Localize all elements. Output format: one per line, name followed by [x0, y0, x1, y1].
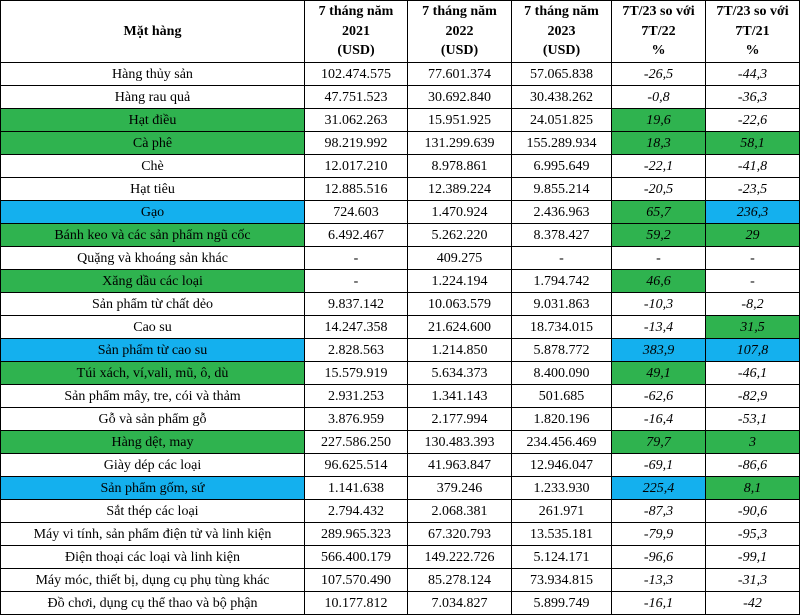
cell-value-2022: 30.692.840	[408, 86, 512, 109]
cell-pct-vs-7t22: 49,1	[612, 362, 706, 385]
cell-pct-vs-7t22: -10,3	[612, 293, 706, 316]
cell-item-name: Xăng dầu các loại	[1, 270, 305, 293]
cell-item-name: Giày dép các loại	[1, 454, 305, 477]
cell-pct-vs-7t21: -8,2	[706, 293, 800, 316]
cell-item-name: Chè	[1, 155, 305, 178]
cell-value-2022: 1.214.850	[408, 339, 512, 362]
cell-value-2022: 5.634.373	[408, 362, 512, 385]
cell-value-2021: 289.965.323	[305, 523, 408, 546]
table-row	[1, 592, 800, 615]
cell-value-2022: 77.601.374	[408, 63, 512, 86]
cell-value-2023: 73.934.815	[512, 569, 612, 592]
cell-item-name: Hạt tiêu	[1, 178, 305, 201]
table-row	[1, 385, 800, 408]
cell-value-2022: 8.978.861	[408, 155, 512, 178]
cell-value-2022: 85.278.124	[408, 569, 512, 592]
cell-item-name: Điện thoại các loại và linh kiện	[1, 546, 305, 569]
cell-pct-vs-7t21: 8,1	[706, 477, 800, 500]
cell-item-name: Hàng dệt, may	[1, 431, 305, 454]
cell-pct-vs-7t22: -0,8	[612, 86, 706, 109]
cell-pct-vs-7t22: -13,3	[612, 569, 706, 592]
table-row	[1, 201, 800, 224]
table-row	[1, 155, 800, 178]
cell-pct-vs-7t21: 29	[706, 224, 800, 247]
table-row	[1, 454, 800, 477]
cell-value-2022: 12.389.224	[408, 178, 512, 201]
cell-pct-vs-7t21: -22,6	[706, 109, 800, 132]
cell-value-2022: 1.470.924	[408, 201, 512, 224]
cell-item-name: Máy vi tính, sản phẩm điện tử và linh kiện	[1, 523, 305, 546]
cell-value-2023: 9.855.214	[512, 178, 612, 201]
cell-pct-vs-7t22: -62,6	[612, 385, 706, 408]
cell-pct-vs-7t21: 236,3	[706, 201, 800, 224]
cell-pct-vs-7t22: -16,1	[612, 592, 706, 615]
cell-item-name: Gỗ và sản phẩm gỗ	[1, 408, 305, 431]
header-2022: 7 tháng năm 2022 (USD)	[408, 1, 512, 63]
table-row	[1, 569, 800, 592]
table-row	[1, 178, 800, 201]
cell-value-2022: 1.341.143	[408, 385, 512, 408]
cell-value-2021: 3.876.959	[305, 408, 408, 431]
table-row	[1, 224, 800, 247]
cell-value-2021: -	[305, 270, 408, 293]
cell-pct-vs-7t22: 18,3	[612, 132, 706, 155]
cell-value-2022: 131.299.639	[408, 132, 512, 155]
cell-value-2022: 1.224.194	[408, 270, 512, 293]
cell-value-2023: 57.065.838	[512, 63, 612, 86]
header-item: Mặt hàng	[1, 1, 305, 63]
header-compare-7t21: 7T/23 so với 7T/21 %	[706, 1, 800, 63]
cell-pct-vs-7t21: 31,5	[706, 316, 800, 339]
cell-value-2022: 15.951.925	[408, 109, 512, 132]
cell-value-2023: 2.436.963	[512, 201, 612, 224]
cell-value-2021: 566.400.179	[305, 546, 408, 569]
cell-value-2021: 2.794.432	[305, 500, 408, 523]
cell-pct-vs-7t21: -42	[706, 592, 800, 615]
cell-value-2023: 18.734.015	[512, 316, 612, 339]
cell-value-2021: 724.603	[305, 201, 408, 224]
cell-value-2023: 5.899.749	[512, 592, 612, 615]
cell-item-name: Máy móc, thiết bị, dụng cụ phụ tùng khác	[1, 569, 305, 592]
cell-item-name: Đồ chơi, dụng cụ thể thao và bộ phận	[1, 592, 305, 615]
table-row	[1, 523, 800, 546]
cell-value-2023: 30.438.262	[512, 86, 612, 109]
cell-value-2021: 107.570.490	[305, 569, 408, 592]
cell-value-2023: 5.878.772	[512, 339, 612, 362]
cell-pct-vs-7t21: -82,9	[706, 385, 800, 408]
table-body	[1, 63, 800, 615]
cell-item-name: Sản phẩm gốm, sứ	[1, 477, 305, 500]
cell-pct-vs-7t22: 383,9	[612, 339, 706, 362]
cell-pct-vs-7t22: -16,4	[612, 408, 706, 431]
cell-value-2021: 9.837.142	[305, 293, 408, 316]
cell-value-2023: 1.820.196	[512, 408, 612, 431]
cell-value-2023: 9.031.863	[512, 293, 612, 316]
cell-value-2021: 31.062.263	[305, 109, 408, 132]
header-compare-7t22: 7T/23 so với 7T/22 %	[612, 1, 706, 63]
cell-pct-vs-7t22: -13,4	[612, 316, 706, 339]
cell-pct-vs-7t21: -46,1	[706, 362, 800, 385]
header-2021: 7 tháng năm 2021 (USD)	[305, 1, 408, 63]
cell-pct-vs-7t22: 46,6	[612, 270, 706, 293]
cell-pct-vs-7t22: 19,6	[612, 109, 706, 132]
cell-pct-vs-7t22: -26,5	[612, 63, 706, 86]
cell-pct-vs-7t22: -22,1	[612, 155, 706, 178]
cell-value-2023: 13.535.181	[512, 523, 612, 546]
cell-pct-vs-7t21: -44,3	[706, 63, 800, 86]
cell-value-2023: 1.794.742	[512, 270, 612, 293]
cell-pct-vs-7t22: 225,4	[612, 477, 706, 500]
cell-value-2023: -	[512, 247, 612, 270]
cell-pct-vs-7t21: 58,1	[706, 132, 800, 155]
cell-value-2023: 261.971	[512, 500, 612, 523]
table-row	[1, 408, 800, 431]
cell-pct-vs-7t21: 3	[706, 431, 800, 454]
cell-pct-vs-7t22: 59,2	[612, 224, 706, 247]
table-row	[1, 362, 800, 385]
cell-pct-vs-7t21: -53,1	[706, 408, 800, 431]
table-row	[1, 86, 800, 109]
cell-value-2022: 67.320.793	[408, 523, 512, 546]
cell-value-2021: 2.931.253	[305, 385, 408, 408]
cell-item-name: Túi xách, ví,vali, mũ, ô, dù	[1, 362, 305, 385]
cell-value-2021: 6.492.467	[305, 224, 408, 247]
cell-value-2023: 501.685	[512, 385, 612, 408]
table-row	[1, 132, 800, 155]
cell-value-2023: 12.946.047	[512, 454, 612, 477]
cell-value-2023: 24.051.825	[512, 109, 612, 132]
cell-item-name: Cao su	[1, 316, 305, 339]
cell-pct-vs-7t21: 107,8	[706, 339, 800, 362]
cell-value-2022: 10.063.579	[408, 293, 512, 316]
cell-value-2022: 41.963.847	[408, 454, 512, 477]
cell-value-2022: 130.483.393	[408, 431, 512, 454]
cell-value-2022: 409.275	[408, 247, 512, 270]
cell-pct-vs-7t21: -	[706, 270, 800, 293]
cell-value-2021: 1.141.638	[305, 477, 408, 500]
cell-value-2021: 12.885.516	[305, 178, 408, 201]
header-row	[1, 1, 800, 63]
cell-value-2021: 96.625.514	[305, 454, 408, 477]
cell-pct-vs-7t22: -79,9	[612, 523, 706, 546]
table-row	[1, 109, 800, 132]
cell-value-2021: 2.828.563	[305, 339, 408, 362]
cell-pct-vs-7t22: 65,7	[612, 201, 706, 224]
cell-pct-vs-7t21: -90,6	[706, 500, 800, 523]
table-row	[1, 546, 800, 569]
cell-pct-vs-7t21: -41,8	[706, 155, 800, 178]
cell-pct-vs-7t22: -96,6	[612, 546, 706, 569]
cell-pct-vs-7t21: -36,3	[706, 86, 800, 109]
cell-item-name: Sản phẩm từ chất dẻo	[1, 293, 305, 316]
cell-value-2022: 379.246	[408, 477, 512, 500]
cell-pct-vs-7t21: -31,3	[706, 569, 800, 592]
cell-value-2021: 14.247.358	[305, 316, 408, 339]
cell-pct-vs-7t21: -99,1	[706, 546, 800, 569]
cell-value-2022: 2.068.381	[408, 500, 512, 523]
cell-value-2021: 98.219.992	[305, 132, 408, 155]
cell-value-2023: 6.995.649	[512, 155, 612, 178]
cell-value-2023: 8.378.427	[512, 224, 612, 247]
cell-pct-vs-7t22: -	[612, 247, 706, 270]
cell-pct-vs-7t22: -20,5	[612, 178, 706, 201]
cell-value-2023: 8.400.090	[512, 362, 612, 385]
cell-pct-vs-7t22: 79,7	[612, 431, 706, 454]
cell-value-2023: 234.456.469	[512, 431, 612, 454]
cell-pct-vs-7t21: -95,3	[706, 523, 800, 546]
cell-item-name: Sản phẩm mây, tre, cói và thảm	[1, 385, 305, 408]
table-row	[1, 316, 800, 339]
cell-value-2022: 2.177.994	[408, 408, 512, 431]
cell-value-2021: 47.751.523	[305, 86, 408, 109]
table-row	[1, 247, 800, 270]
cell-item-name: Sản phẩm từ cao su	[1, 339, 305, 362]
cell-value-2021: 227.586.250	[305, 431, 408, 454]
cell-item-name: Bánh keo và các sản phẩm ngũ cốc	[1, 224, 305, 247]
cell-value-2022: 5.262.220	[408, 224, 512, 247]
cell-value-2021: 10.177.812	[305, 592, 408, 615]
cell-pct-vs-7t22: -87,3	[612, 500, 706, 523]
cell-item-name: Quặng và khoáng sản khác	[1, 247, 305, 270]
cell-value-2023: 1.233.930	[512, 477, 612, 500]
table-row	[1, 270, 800, 293]
cell-item-name: Gạo	[1, 201, 305, 224]
cell-item-name: Hàng thủy sản	[1, 63, 305, 86]
cell-value-2023: 5.124.171	[512, 546, 612, 569]
cell-value-2021: 15.579.919	[305, 362, 408, 385]
cell-value-2021: -	[305, 247, 408, 270]
table-row	[1, 63, 800, 86]
table-row	[1, 500, 800, 523]
cell-pct-vs-7t21: -86,6	[706, 454, 800, 477]
cell-value-2022: 21.624.600	[408, 316, 512, 339]
cell-value-2021: 12.017.210	[305, 155, 408, 178]
cell-value-2022: 7.034.827	[408, 592, 512, 615]
table-row	[1, 293, 800, 316]
cell-pct-vs-7t21: -	[706, 247, 800, 270]
cell-item-name: Hàng rau quả	[1, 86, 305, 109]
table-row	[1, 431, 800, 454]
cell-item-name: Sắt thép các loại	[1, 500, 305, 523]
cell-item-name: Hạt điều	[1, 109, 305, 132]
table-row	[1, 339, 800, 362]
cell-item-name: Cà phê	[1, 132, 305, 155]
cell-value-2021: 102.474.575	[305, 63, 408, 86]
table-row	[1, 477, 800, 500]
table-header	[1, 1, 800, 63]
cell-value-2023: 155.289.934	[512, 132, 612, 155]
header-2023: 7 tháng năm 2023 (USD)	[512, 1, 612, 63]
cell-pct-vs-7t22: -69,1	[612, 454, 706, 477]
cell-value-2022: 149.222.726	[408, 546, 512, 569]
cell-pct-vs-7t21: -23,5	[706, 178, 800, 201]
